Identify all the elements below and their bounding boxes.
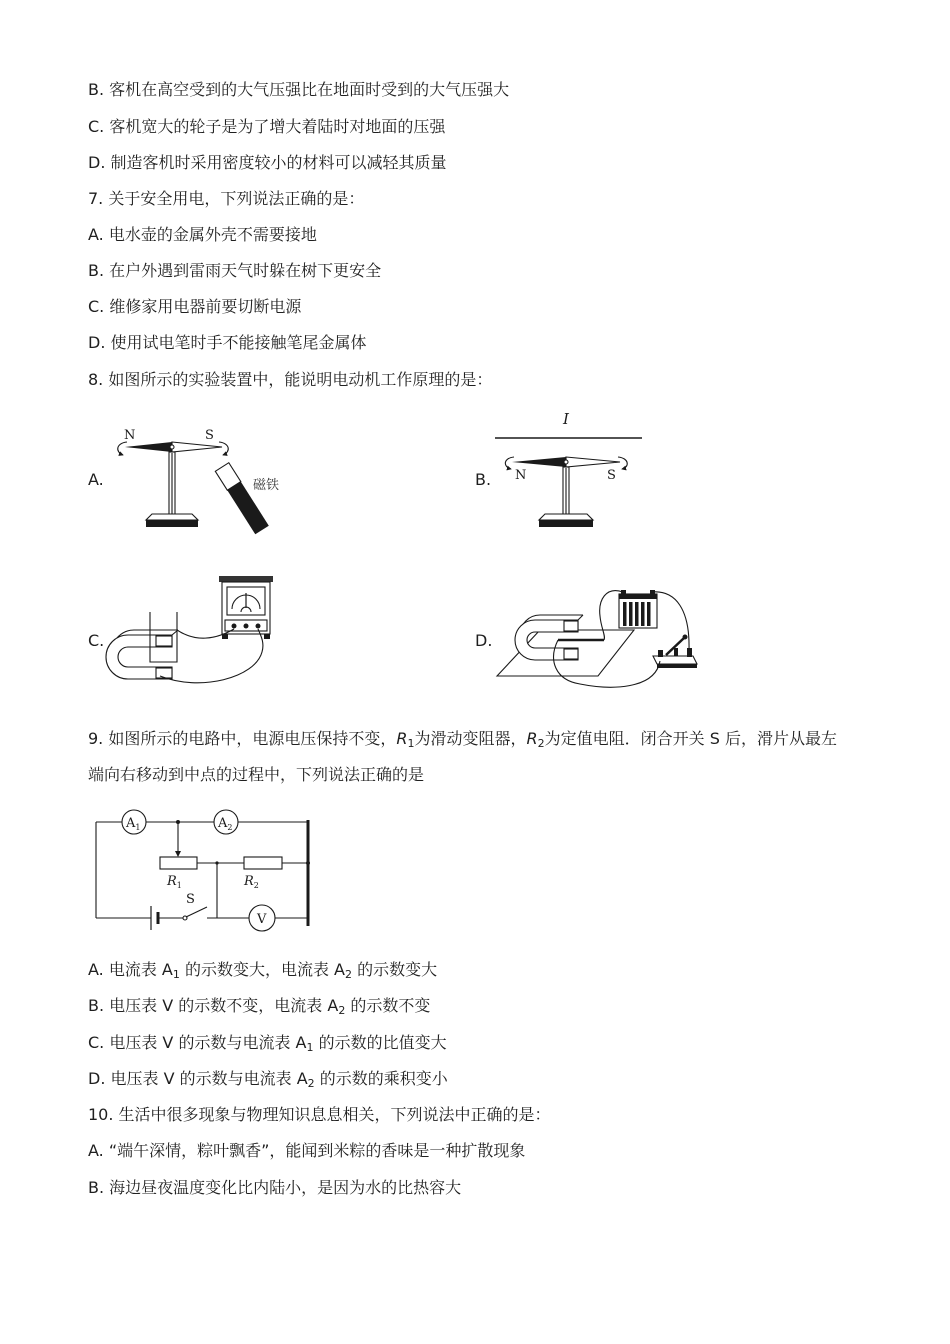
q9-stem-part3: 为定值电阻．闭合开关 S 后，滑片从最左 <box>544 729 837 748</box>
q9-option-b-part1: B. 电压表 V 的示数不变，电流表 A <box>88 996 339 1015</box>
galvanometer-foot-right <box>264 634 270 639</box>
rheostat-r1-subscript: 1 <box>176 881 182 890</box>
magnet-pole-top <box>564 621 578 631</box>
figure-c-induction-galvanometer <box>105 570 275 690</box>
compass-base-top <box>539 514 593 520</box>
q9-option-d <box>88 1068 448 1090</box>
figure-a-compass-and-magnet <box>110 410 290 540</box>
q9-option-a <box>88 959 437 981</box>
battery-cell <box>623 602 627 626</box>
resistor-r2-subscript: 2 <box>253 881 259 890</box>
magnet-depth-edge <box>578 615 583 620</box>
battery-box <box>619 590 657 628</box>
ammeter-a2-subscript: 2 <box>227 823 233 832</box>
q9-option-c-part1: C. 电压表 V 的示数与电流表 A <box>88 1033 307 1052</box>
r2-symbol: R <box>526 729 538 748</box>
q8-stem: 8. 如图所示的实验装置中，能说明电动机工作原理的是： <box>88 370 493 389</box>
battery-cell <box>629 602 633 626</box>
rotation-arrow-left <box>505 457 514 469</box>
terminal-left <box>232 624 237 629</box>
q9-option-a-part2: 的示数变大，电流表 A <box>179 960 345 979</box>
magnet-pole-bottom <box>156 668 172 678</box>
figure-b-wire-over-compass <box>490 405 650 535</box>
q9-stem-line2: 端向右移动到中点的过程中，下列说法正确的是 <box>88 765 425 784</box>
q9-stem-part1: 9. 如图所示的电路中，电源电压保持不变， <box>88 729 397 748</box>
compass-base-top <box>146 514 198 520</box>
q8-option-a-label: A. <box>88 470 104 489</box>
q9-option-c-part2: 的示数的比值变大 <box>313 1033 447 1052</box>
q9-option-a-part1: A. 电流表 A <box>88 960 173 979</box>
q7-option-d: D. 使用试电笔时手不能接触笔尾金属体 <box>88 333 367 352</box>
circuit-diagram <box>88 800 320 935</box>
q9-option-a-sub2: 2 <box>345 968 352 981</box>
north-pole-label: N <box>515 468 527 483</box>
q9-stem-part2: 为滑动变阻器， <box>414 729 527 748</box>
needle-south-half <box>172 442 222 452</box>
q7-stem: 7. 关于安全用电，下列说法正确的是： <box>88 189 365 208</box>
q10-option-b: B. 海边昼夜温度变化比内陆小，是因为水的比热容大 <box>88 1178 462 1197</box>
r1-subscript: 1 <box>407 737 415 750</box>
q9-option-a-sub1: 1 <box>172 968 180 981</box>
terminal-middle <box>244 624 249 629</box>
rheostat-r1 <box>160 857 197 869</box>
q8-option-d-label: D. <box>475 631 493 650</box>
compass-base <box>539 520 593 527</box>
q9-option-b-sub1: 2 <box>338 1004 346 1017</box>
switch-handle <box>683 635 688 640</box>
q9-option-d-part1: D. 电压表 V 的示数与电流表 A <box>88 1069 308 1088</box>
compass-base <box>146 520 198 527</box>
switch-pivot <box>674 648 678 656</box>
q9-stem-line1 <box>88 728 837 750</box>
rotation-arrow-right <box>618 457 627 469</box>
horseshoe-magnet <box>106 630 178 679</box>
q10-option-a: A. “端午深情，粽叶飘香”，能闻到米粽的香味是一种扩散现象 <box>88 1141 526 1160</box>
figure-d-motor-experiment <box>492 585 700 692</box>
current-label: I <box>563 410 569 428</box>
q9-option-a-part3: 的示数变大 <box>352 960 438 979</box>
q9-option-c-sub1: 1 <box>306 1041 314 1054</box>
q6-option-d: D. 制造客机时采用密度较小的材料可以减轻其质量 <box>88 153 447 172</box>
magnet-label: 磁铁 <box>253 478 280 493</box>
q8-option-b-label: B. <box>475 470 492 489</box>
rotation-arrow-right <box>219 442 228 455</box>
needle-north-half <box>512 457 566 467</box>
magnet-pole-bottom <box>564 649 578 659</box>
rheostat-r1-label <box>166 874 182 890</box>
battery-cell <box>647 602 651 626</box>
q9-option-d-sub1: 2 <box>307 1077 315 1090</box>
rotation-arrow-left <box>118 442 127 455</box>
resistor-r2-label <box>243 874 259 890</box>
battery-cell <box>641 602 645 626</box>
south-pole-label: S <box>607 468 616 483</box>
galvanometer-top-rim <box>219 576 273 582</box>
r1-symbol: R <box>396 729 408 748</box>
q8-option-c-label: C. <box>88 631 105 650</box>
battery-top <box>619 594 657 599</box>
south-pole-label: S <box>205 428 214 443</box>
q9-option-b <box>88 995 430 1017</box>
north-pole-label: N <box>124 428 136 443</box>
resistor-r2 <box>244 857 282 869</box>
ammeter-a1-subscript: 1 <box>135 823 141 832</box>
resistor-r2-letter: R <box>244 874 254 889</box>
battery-cell <box>635 602 639 626</box>
magnet-pole-top <box>156 636 172 646</box>
q10-stem: 10. 生活中很多现象与物理知识息息相关，下列说法中正确的是： <box>88 1105 551 1124</box>
needle-north-half <box>125 442 172 452</box>
ammeter-a1-letter: A <box>126 816 136 831</box>
q6-option-c: C. 客机宽大的轮子是为了增大着陆时对地面的压强 <box>88 117 446 136</box>
switch-terminal-left <box>658 650 663 657</box>
needle-south-half <box>566 457 620 467</box>
q9-option-b-part2: 的示数不变 <box>345 996 431 1015</box>
q7-option-b: B. 在户外遇到雷雨天气时躲在树下更安全 <box>88 261 382 280</box>
needle-pivot <box>564 460 568 464</box>
q9-option-d-part2: 的示数的乘积变小 <box>314 1069 448 1088</box>
q6-option-b: B. 客机在高空受到的大气压强比在地面时受到的大气压强大 <box>88 80 510 99</box>
ammeter-a2-letter: A <box>218 816 228 831</box>
switch-lever <box>186 907 207 917</box>
terminal-right <box>256 624 261 629</box>
q7-option-a: A. 电水壶的金属外壳不需要接地 <box>88 225 317 244</box>
galvanometer <box>219 576 273 639</box>
r2-subscript: 2 <box>537 737 545 750</box>
q7-option-c: C. 维修家用电器前要切断电源 <box>88 297 302 316</box>
rheostat-r1-letter: R <box>167 874 177 889</box>
needle-pivot <box>170 445 174 449</box>
switch-label: S <box>186 892 195 907</box>
q9-option-c <box>88 1032 447 1054</box>
voltmeter-label: V <box>257 912 267 927</box>
switch-base <box>657 664 697 668</box>
connecting-wire-2 <box>652 592 689 650</box>
